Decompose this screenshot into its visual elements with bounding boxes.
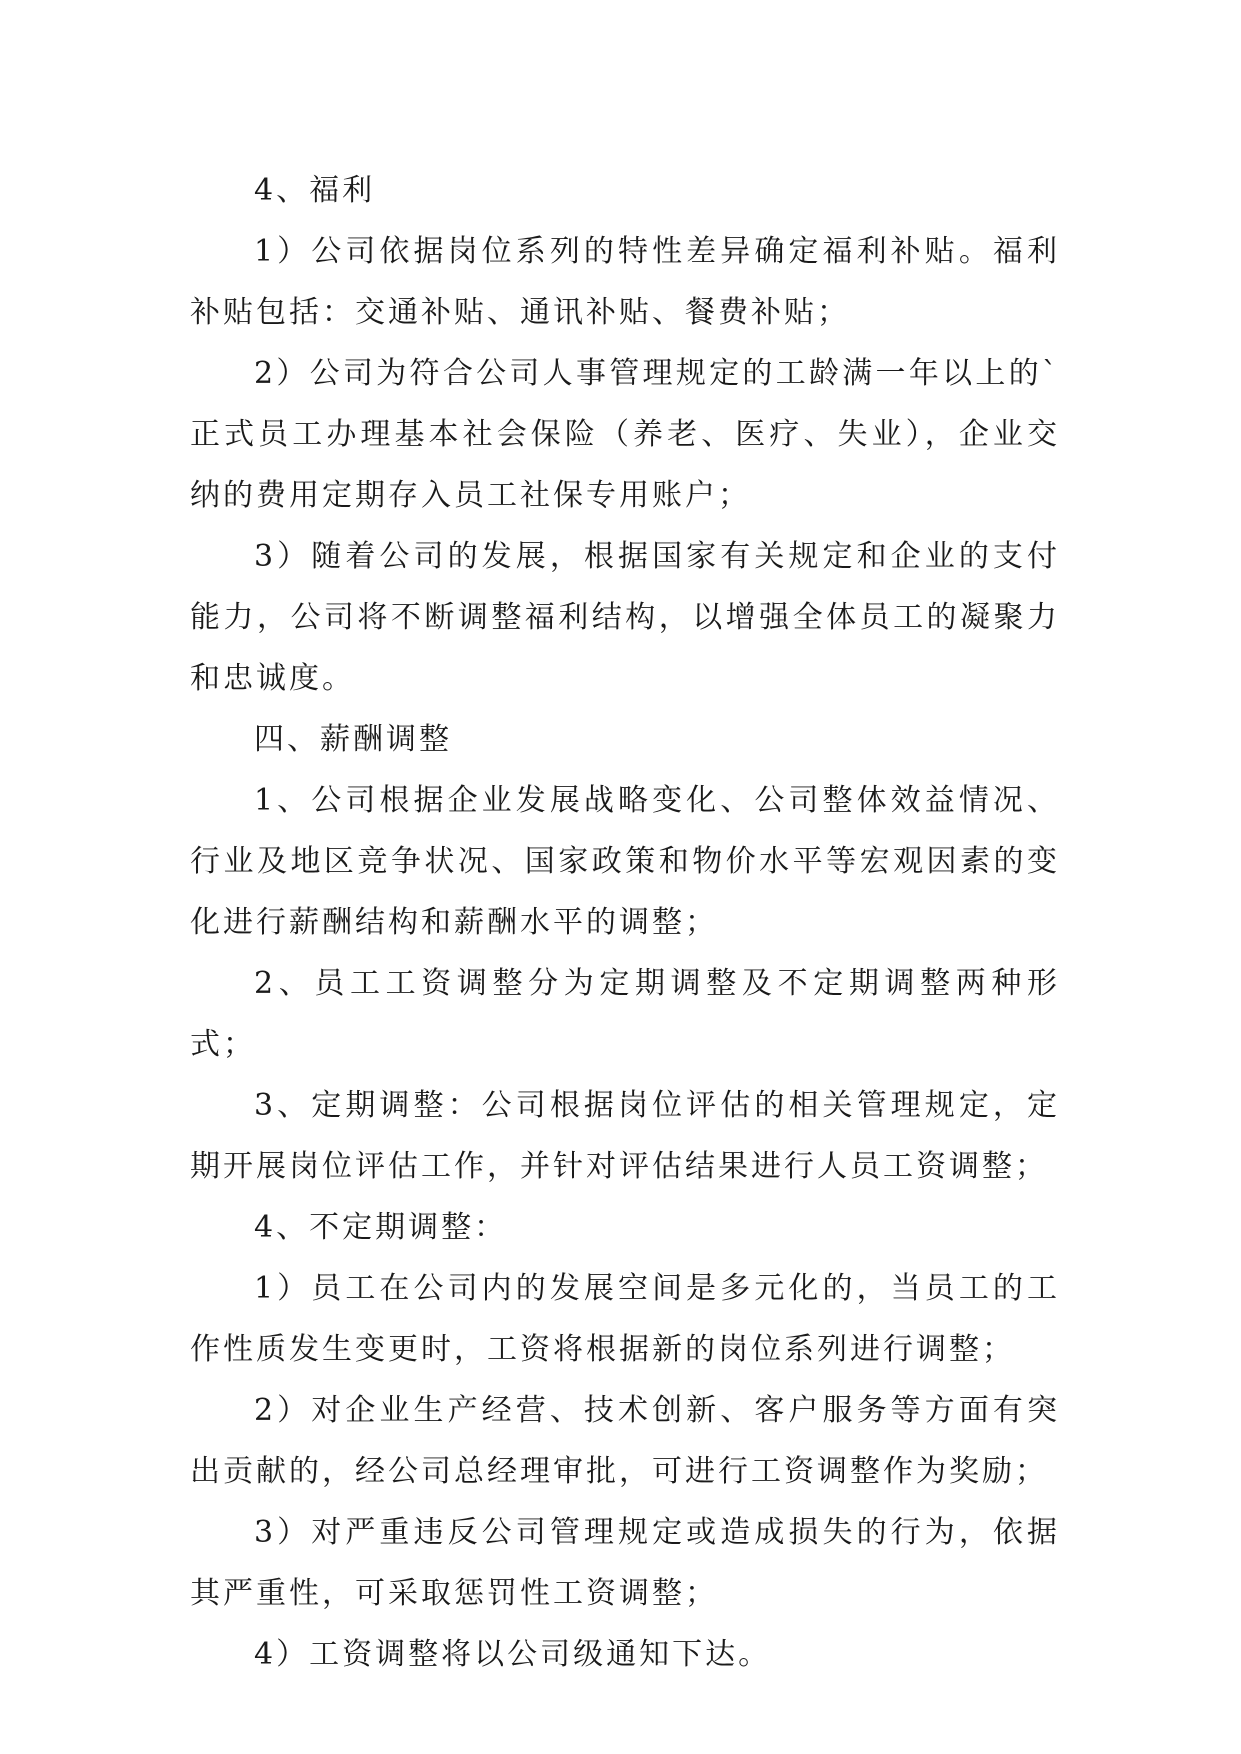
paragraph-irregular-2: 2）对企业生产经营、技术创新、客户服务等方面有突出贡献的，经公司总经理审批，可进行工资调整作为奖励；	[190, 1393, 1060, 1489]
section-heading-salary-adjustment: 四、薪酬调整	[254, 722, 452, 757]
paragraph-adjustment-1: 1、公司根据企业发展战略变化、公司整体效益情况、行业及地区竞争状况、国家政策和物价水平等宏观因素的变化进行薪酬结构和薪酬水平的调整；	[190, 783, 1060, 940]
document-page	[190, 160, 1060, 1685]
paragraph-irregular-1: 1）员工在公司内的发展空间是多元化的，当员工的工作性质发生变更时，工资将根据新的岗位系列进行调整；	[190, 1271, 1060, 1367]
paragraph-adjustment-2: 2、员工工资调整分为定期调整及不定期调整两种形式；	[190, 966, 1060, 1062]
paragraph-welfare-2: 2）公司为符合公司人事管理规定的工龄满一年以上的`正式员工办理基本社会保险（养老、医疗、失业），企业交纳的费用定期存入员工社保专用账户；	[190, 356, 1060, 513]
paragraph-welfare-1: 1）公司依据岗位系列的特性差异确定福利补贴。福利补贴包括：交通补贴、通讯补贴、餐费补贴；	[190, 234, 1060, 330]
paragraph-welfare-3: 3）随着公司的发展，根据国家有关规定和企业的支付能力，公司将不断调整福利结构，以增强全体员工的凝聚力和忠诚度。	[190, 539, 1060, 696]
paragraph-irregular-3: 3）对严重违反公司管理规定或造成损失的行为，依据其严重性，可采取惩罚性工资调整；	[190, 1515, 1060, 1611]
paragraph-adjustment-4: 4、不定期调整：	[254, 1210, 508, 1245]
paragraph-irregular-4: 4）工资调整将以公司级通知下达。	[254, 1637, 772, 1672]
paragraph-adjustment-3: 3、定期调整：公司根据岗位评估的相关管理规定，定期开展岗位评估工作，并针对评估结果进行人员工资调整；	[190, 1088, 1060, 1184]
section-heading-welfare: 4、福利	[254, 173, 376, 208]
